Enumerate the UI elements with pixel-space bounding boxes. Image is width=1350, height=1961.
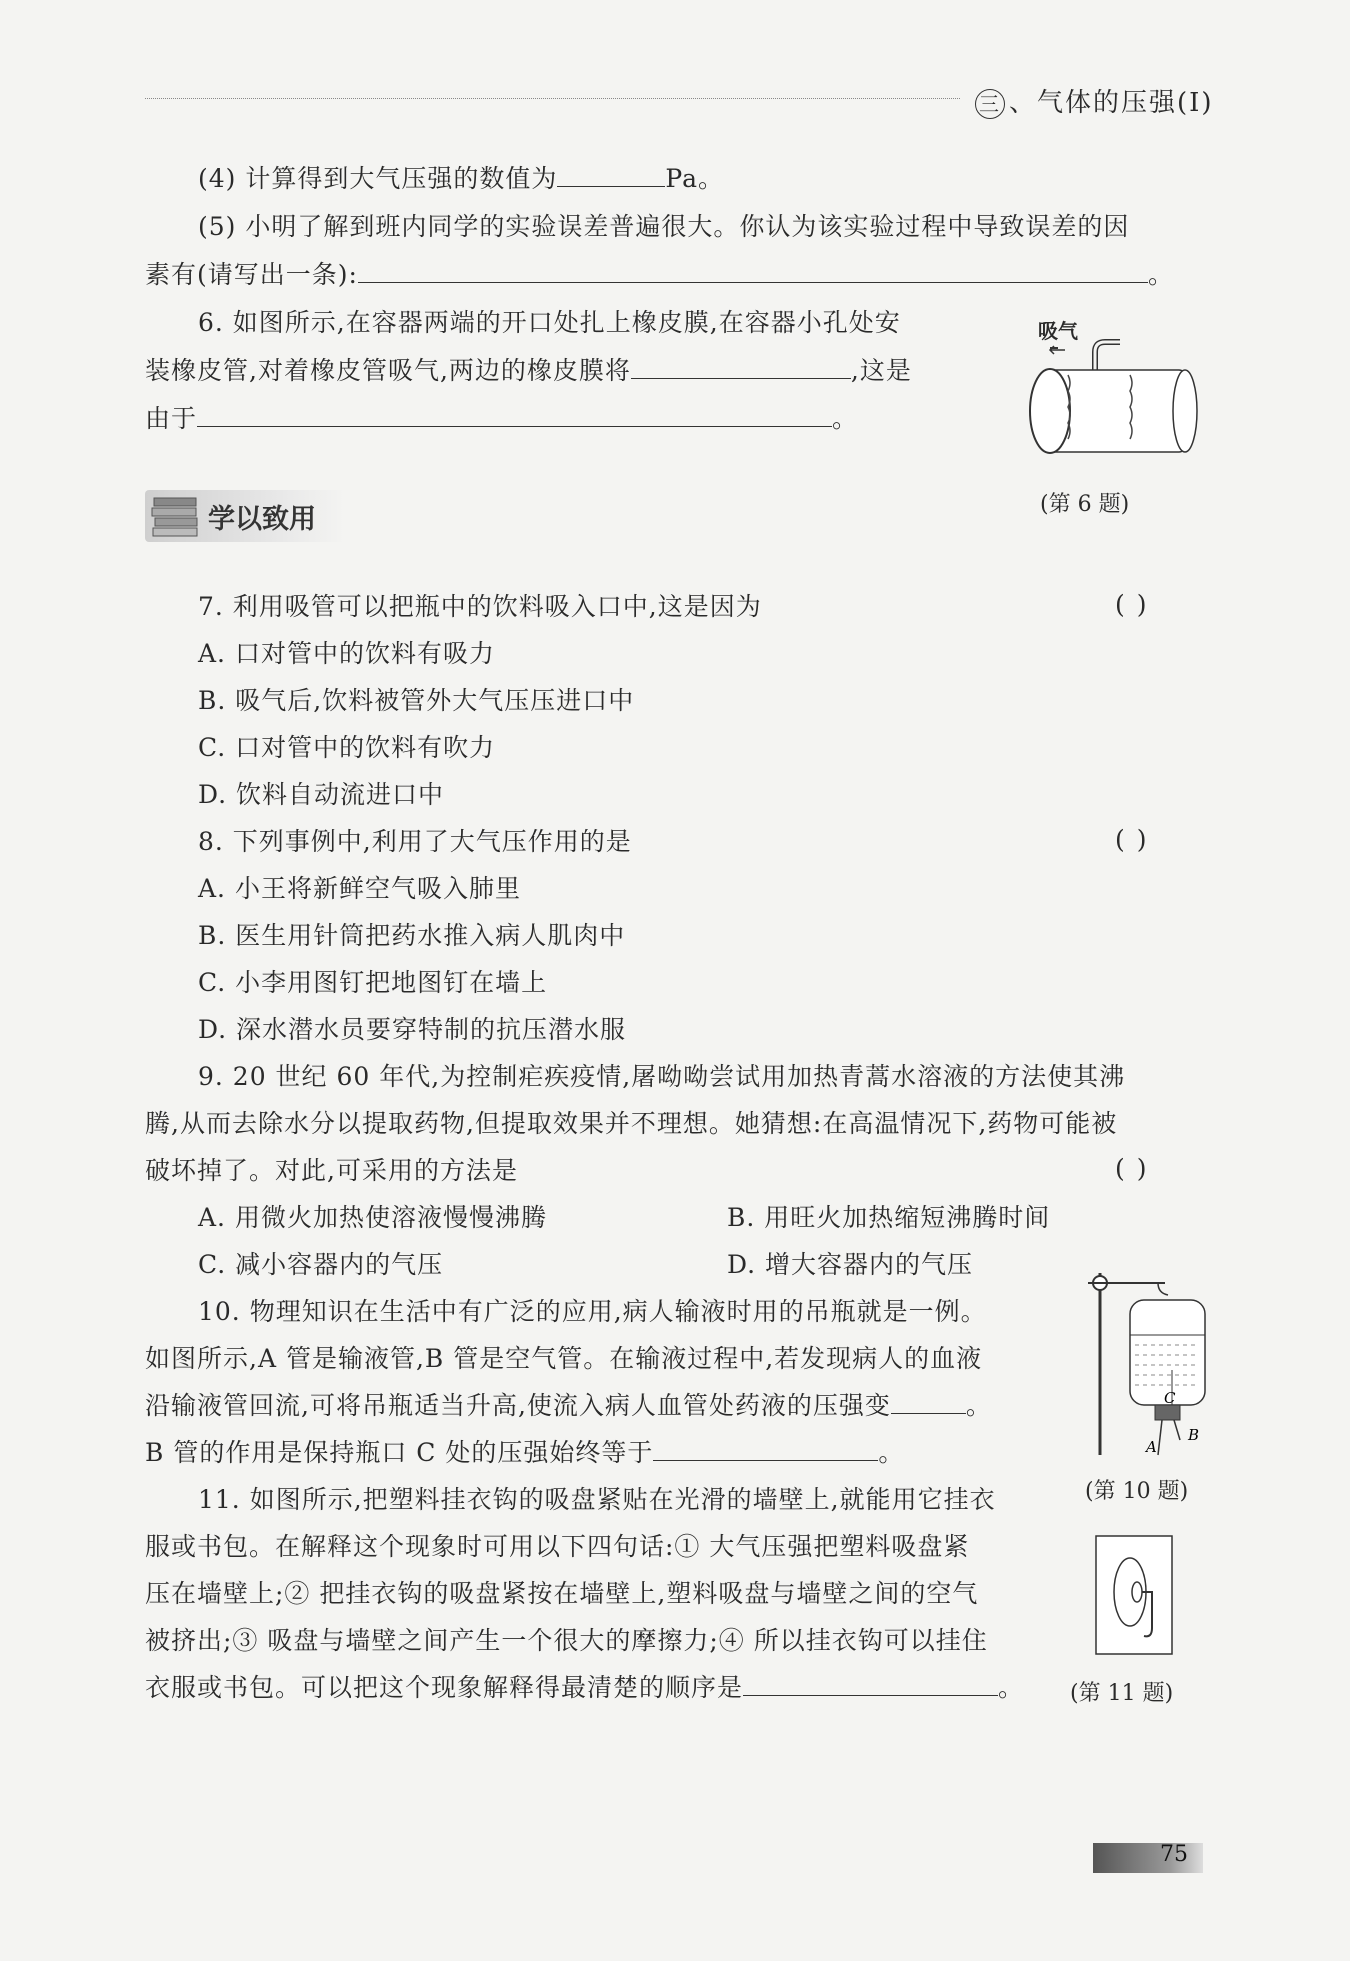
q10-line4 [145, 1436, 904, 1470]
q6-end: 。 [832, 404, 859, 433]
q7-stem: 7. 利用吸管可以把瓶中的饮料吸入口中,这是因为 [198, 592, 762, 621]
q8-option-c: C. 小李用图钉把地图钉在墙上 [198, 968, 548, 997]
page-number: 75 [1160, 1842, 1188, 1867]
chapter-number-badge: 三 [975, 89, 1005, 119]
q4-unit: Pa。 [665, 164, 724, 193]
q4-line [198, 162, 724, 196]
q7-option-c: C. 口对管中的饮料有吹力 [198, 733, 496, 762]
q10-answer-blank-1[interactable] [891, 1389, 966, 1414]
q9-answer-paren[interactable]: ( ) [1115, 1154, 1149, 1183]
header-rule [145, 98, 960, 99]
q10-label-b: B [1188, 1426, 1200, 1444]
q5-answer-blank[interactable] [358, 258, 1148, 283]
q7-option-b: B. 吸气后,饮料被管外大气压压进口中 [198, 686, 635, 715]
q11-caption: (第 11 题) [1070, 1681, 1174, 1706]
q7-answer-paren[interactable]: ( ) [1115, 590, 1149, 619]
q9-option-b: B. 用旺火加热缩短沸腾时间 [727, 1203, 1051, 1232]
q8-option-a: A. 小王将新鲜空气吸入肺里 [198, 874, 521, 903]
q10-end-3: 。 [965, 1391, 992, 1420]
q10-label-a: A [1146, 1438, 1157, 1456]
q6-line2 [145, 354, 912, 388]
q5-end: 。 [1147, 260, 1174, 289]
q11-text-5: 衣服或书包。可以把这个现象解释得最清楚的顺序是 [145, 1673, 744, 1702]
q9-option-d: D. 增大容器内的气压 [727, 1250, 974, 1279]
chapter-header [975, 82, 1214, 119]
q9-line2: 腾,从而去除水分以提取药物,但提取效果并不理想。她猜想:在高温情况下,药物可能被 [145, 1109, 1118, 1138]
q11-answer-blank[interactable] [743, 1671, 998, 1696]
q10-end-4: 。 [878, 1438, 905, 1467]
q11-line1: 11. 如图所示,把塑料挂衣钩的吸盘紧贴在光滑的墙壁上,就能用它挂衣 [198, 1485, 996, 1514]
q5-line1: (5) 小明了解到班内同学的实验误差普遍很大。你认为该实验过程中导致误差的因 [198, 212, 1130, 241]
q11-line2: 服或书包。在解释这个现象时可用以下四句话:① 大气压强把塑料吸盘紧 [145, 1532, 970, 1561]
q8-stem: 8. 下列事例中,利用了大气压作用的是 [198, 827, 632, 856]
q6-text-3: 由于 [145, 404, 198, 433]
q9-line1: 9. 20 世纪 60 年代,为控制疟疾疫情,屠呦呦尝试用加热青蒿水溶液的方法使其沸 [198, 1062, 1126, 1091]
q8-answer-paren[interactable]: ( ) [1115, 825, 1149, 854]
q10-line1: 10. 物理知识在生活中有广泛的应用,病人输液时用的吊瓶就是一例。 [198, 1297, 987, 1326]
q10-caption: (第 10 题) [1085, 1479, 1189, 1504]
q4-answer-blank[interactable] [557, 162, 665, 187]
q6-text: 装橡皮管,对着橡皮管吸气,两边的橡皮膜将 [145, 356, 631, 385]
q6-line1: 6. 如图所示,在容器两端的开口处扎上橡皮膜,在容器小孔处安 [198, 308, 901, 337]
q9-line3: 破坏掉了。对此,可采用的方法是 [145, 1156, 518, 1185]
q10-text-4: B 管的作用是保持瓶口 C 处的压强始终等于 [145, 1438, 654, 1467]
q10-iv-bottle-figure [1080, 1265, 1210, 1460]
q8-option-d: D. 深水潜水员要穿特制的抗压潜水服 [198, 1015, 627, 1044]
q11-suction-hook-figure [1090, 1530, 1180, 1660]
q6-container-figure [1010, 320, 1200, 465]
q6-answer-blank-1[interactable] [631, 354, 851, 379]
q7-option-a: A. 口对管中的饮料有吸力 [198, 639, 495, 668]
q9-option-a: A. 用微火加热使溶液慢慢沸腾 [198, 1203, 547, 1232]
q5-line2 [145, 258, 1174, 292]
q8-option-b: B. 医生用针筒把药水推入病人肌肉中 [198, 921, 626, 950]
q10-text-3: 沿输液管回流,可将吊瓶适当升高,使流入病人血管处药液的压强变 [145, 1391, 891, 1420]
q11-end: 。 [998, 1673, 1025, 1702]
chapter-title: 、气体的压强(Ⅰ) [1009, 88, 1214, 118]
books-icon [150, 490, 202, 540]
q6-line3 [145, 402, 858, 436]
q7-option-d: D. 饮料自动流进口中 [198, 780, 445, 809]
q6-figure-label: 吸气 [1038, 319, 1078, 343]
q10-answer-blank-2[interactable] [653, 1436, 878, 1461]
q11-line3: 压在墙壁上;② 把挂衣钩的吸盘紧按在墙壁上,塑料吸盘与墙壁之间的空气 [145, 1579, 979, 1608]
q11-line4: 被挤出;③ 吸盘与墙壁之间产生一个很大的摩擦力;④ 所以挂衣钩可以挂住 [145, 1626, 988, 1655]
q6-text-after: ,这是 [850, 356, 912, 385]
q5-text: 素有(请写出一条): [145, 260, 358, 289]
q6-caption: (第 6 题) [1040, 492, 1130, 517]
q10-line3 [145, 1389, 992, 1423]
q9-option-c: C. 减小容器内的气压 [198, 1250, 444, 1279]
section-title: 学以致用 [208, 504, 316, 535]
q6-answer-blank-2[interactable] [197, 402, 832, 427]
q11-line5 [145, 1671, 1024, 1705]
q10-line2: 如图所示,A 管是输液管,B 管是空气管。在输液过程中,若发现病人的血液 [145, 1344, 983, 1373]
q4-text: (4) 计算得到大气压强的数值为 [198, 164, 558, 193]
q10-label-c: C [1164, 1389, 1176, 1407]
